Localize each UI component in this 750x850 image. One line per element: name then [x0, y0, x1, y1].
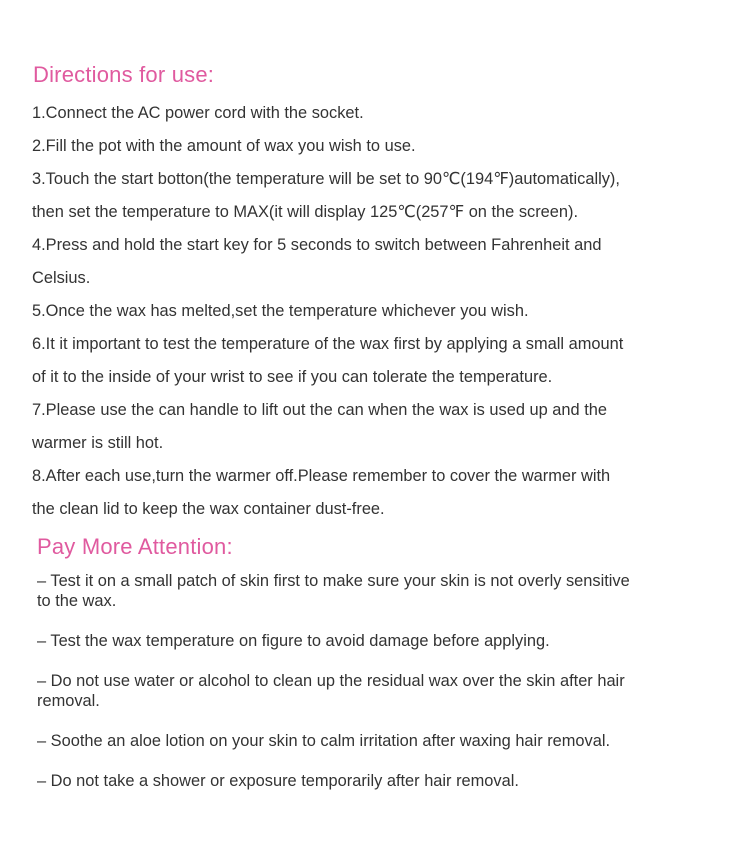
directions-line: 5.Once the wax has melted,set the temperature whichever you wish. [32, 302, 529, 320]
attention-item [37, 771, 737, 791]
directions-heading: Directions for use: [33, 62, 215, 87]
attention-item-line: – Do not use water or alcohol to clean up the residual wax over the skin after hair [37, 672, 625, 690]
directions-line: 7.Please use the can handle to lift out the can when the wax is used up and the [32, 401, 607, 419]
attention-item [37, 731, 737, 751]
attention-item-line: – Test it on a small patch of skin first to make sure your skin is not overly sensitive [37, 572, 630, 590]
attention-item-line: – Soothe an aloe lotion on your skin to calm irritation after waxing hair removal. [37, 732, 611, 750]
directions-line: 3.Touch the start botton(the temperature will be set to 90℃(194℉)automatically), [32, 170, 620, 188]
directions-line: 4.Press and hold the start key for 5 seconds to switch between Fahrenheit and [32, 236, 602, 254]
attention-item-line: removal. [37, 692, 100, 710]
directions-list [32, 97, 732, 526]
directions-line: of it to the inside of your wrist to see if you can tolerate the temperature. [32, 368, 553, 386]
attention-list [37, 571, 737, 791]
directions-line: 8.After each use,turn the warmer off.Please remember to cover the warmer with [32, 467, 611, 485]
directions-line: the clean lid to keep the wax container dust-free. [32, 500, 385, 518]
directions-line: 2.Fill the pot with the amount of wax you wish to use. [32, 137, 416, 155]
directions-line: warmer is still hot. [32, 434, 164, 452]
attention-item [37, 631, 737, 651]
directions-line: 6.It it important to test the temperature of the wax first by applying a small amount [32, 335, 624, 353]
attention-heading: Pay More Attention: [37, 534, 233, 559]
directions-line: then set the temperature to MAX(it will display 125℃(257℉ on the screen). [32, 203, 579, 221]
attention-item-line: – Test the wax temperature on figure to avoid damage before applying. [37, 632, 550, 650]
attention-item [37, 571, 737, 611]
directions-line: Celsius. [32, 269, 91, 287]
attention-item [37, 671, 737, 711]
attention-item-line: – Do not take a shower or exposure temporarily after hair removal. [37, 772, 519, 790]
directions-line: 1.Connect the AC power cord with the socket. [32, 104, 364, 122]
attention-item-line: to the wax. [37, 592, 117, 610]
